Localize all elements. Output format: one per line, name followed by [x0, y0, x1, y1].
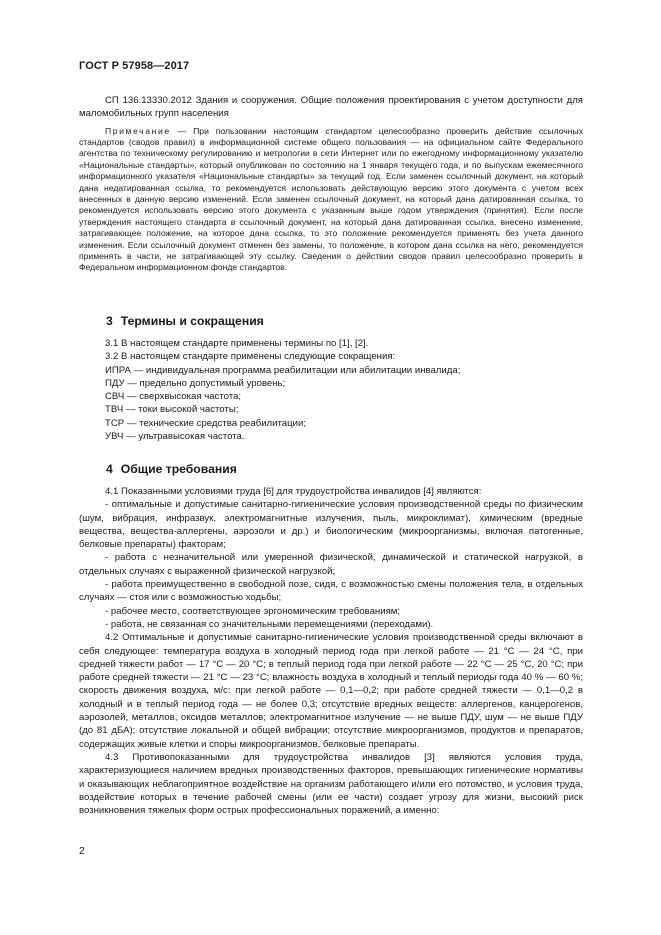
intro-block [79, 94, 583, 274]
section-3-body [79, 337, 583, 443]
reference-sp136: СП 136.13330.2012 Здания и сооружения. Общие положения проектирования с учетом доступности для маломобильных групп населения [79, 95, 583, 120]
section-3-heading [106, 314, 264, 328]
section-4-title: Общие требования [120, 462, 237, 476]
page-number: 2 [79, 845, 85, 857]
para-3-2: 3.2 В настоящем стандарте применены следующие сокращения: [105, 351, 396, 363]
section-3-number: 3 [106, 314, 113, 328]
section-4-number: 4 [106, 462, 113, 476]
abbrev-item: ТСР — технические средства реабилитации; [105, 417, 307, 429]
document-header: ГОСТ Р 57958—2017 [79, 60, 190, 72]
para-4-3: 4.3 Противопоказанными для трудоустройства инвалидов [3] являются условия труда, характеризующиеся наличием вредных производственных факторов, превышающих гигиенические нормативы и оказывающих неблагоприятное воздействие на организм работающего и/или его потомство, и условия труда, воздействие которых в течение рабочей смены (или ее части) создает угрозу для жизни, высокий риск возникновения тяжелых форм острых профессиональных поражений, а именно: [79, 751, 583, 817]
section-3-title: Термины и сокращения [120, 314, 264, 328]
abbrev-item: УВЧ — ультравысокая частота. [105, 431, 245, 443]
para-4-2: 4.2 Оптимальные и допустимые санитарно-гигиенические условия производственной среды включают в себя следующее: температура воздуха в холодный период года при легкой работе — 21 °С — 24 °С, при средней тяжести работ — 17 °С — 20 °С; в теплый период года при легкой работе — 22 °С — 25 °С, 20 °С; при работе средней тяжести — 21 °С — 23 °С; влажность воздуха в холодный и теплый периоды года 40 % — 60 %; скорость движения воздуха, м/с: при легкой работе — 0,1—0,2; при работе средней тяжести — 0,1—0,2 в холодный и в теплый период года — не более 0,3; отсутствие вредных веществ: аллергенов, канцерогенов, аэрозолей, металлов, оксидов металлов; электромагнитное излучение — не выше ПДУ, шум — не выше ПДУ (до 81 дБА); отсутствие локальной и общей вибрации; отсутствие микроорганизмов, продуктов и препаратов, содержащих живые клетки и споры микроорганизмов, белковые препараты. [79, 632, 583, 750]
abbrev-item: ПДУ — предельно допустимый уровень; [105, 377, 286, 389]
list-item: - оптимальные и допустимые санитарно-гигиенические условия производственной среды по физическим (шум, вибрация, инфразвук, электромагнитные излучения, пыль, микроклимат), химическим (вредные вещества, вещества-аллергены, аэрозоли и др.) и биологическим (микроорганизмы, включая патогенные, белковые препараты) факторам; [79, 499, 583, 551]
section-4-body [79, 485, 583, 817]
note-text: — При пользовании настоящим стандартом целесообразно проверить действие ссылочных стандартов (сводов правил) в информационной системе общего пользования — на официальном сайте Федерального агентства по техническому регулированию и метрологии в сети Интернет или по ежегодному информационному указателю «Национальные стандарты», который опубликован по состоянию на 1 января текущего года, и по выпускам ежемесячного информационного указателя «Национальные стандарты» за текущий год. Если заменен ссылочный документ, на который дана недатированная ссылка, то рекомендуется использовать действующую версию этого документа с учетом всех внесенных в данную версию изменений. Если заменен ссылочный документ, на который дана датированная ссылка, то рекомендуется использовать версию этого документа с указанным выше годом утверждения (принятия). Если после утверждения настоящего стандарта в ссылочный документ, на который дана датированная ссылка, внесено изменение, затрагивающее положение, на которое дана ссылка, то это положение рекомендуется применять без учета данного изменения. Если ссылочный документ отменен без замены, то положение, в котором дана ссылка на него, рекомендуется применять в части, не затрагивающей эту ссылку. Сведения о действии сводов правил целесообразно проверить в Федеральном информационном фонде стандартов. [79, 125, 583, 273]
abbrev-item: ИПРА — индивидуальная программа реабилитации или абилитации инвалида; [105, 364, 461, 376]
abbrev-item: СВЧ — сверхвысокая частота; [105, 391, 242, 403]
para-3-1: 3.1 В настоящем стандарте применены термины по [1], [2]. [105, 338, 369, 349]
list-item: - работа с незначительной или умеренной физической, динамической и статической нагрузкой, в отдельных случаях с выраженной физической нагрузкой; [79, 552, 583, 577]
note-paragraph [79, 126, 583, 274]
abbreviation-list [79, 364, 583, 444]
list-item: - работа, не связанная со значительными перемещениями (переходами). [105, 618, 434, 630]
para-4-1: 4.1 Показанными условиями труда [6] для трудоустройства инвалидов [4] являются: [105, 486, 482, 497]
section-4-heading [106, 462, 237, 476]
abbrev-item: ТВЧ — токи высокой частоты; [105, 404, 239, 416]
list-item: - работа преимущественно в свободной позе, сидя, с возможностью смены положения тела, в отдельных случаях — стоя или с возможностью ходьбы; [79, 579, 583, 604]
list-item: - рабочее место, соответствующее эргономическим требованиям; [105, 605, 401, 617]
note-label: Примечание [105, 125, 171, 136]
